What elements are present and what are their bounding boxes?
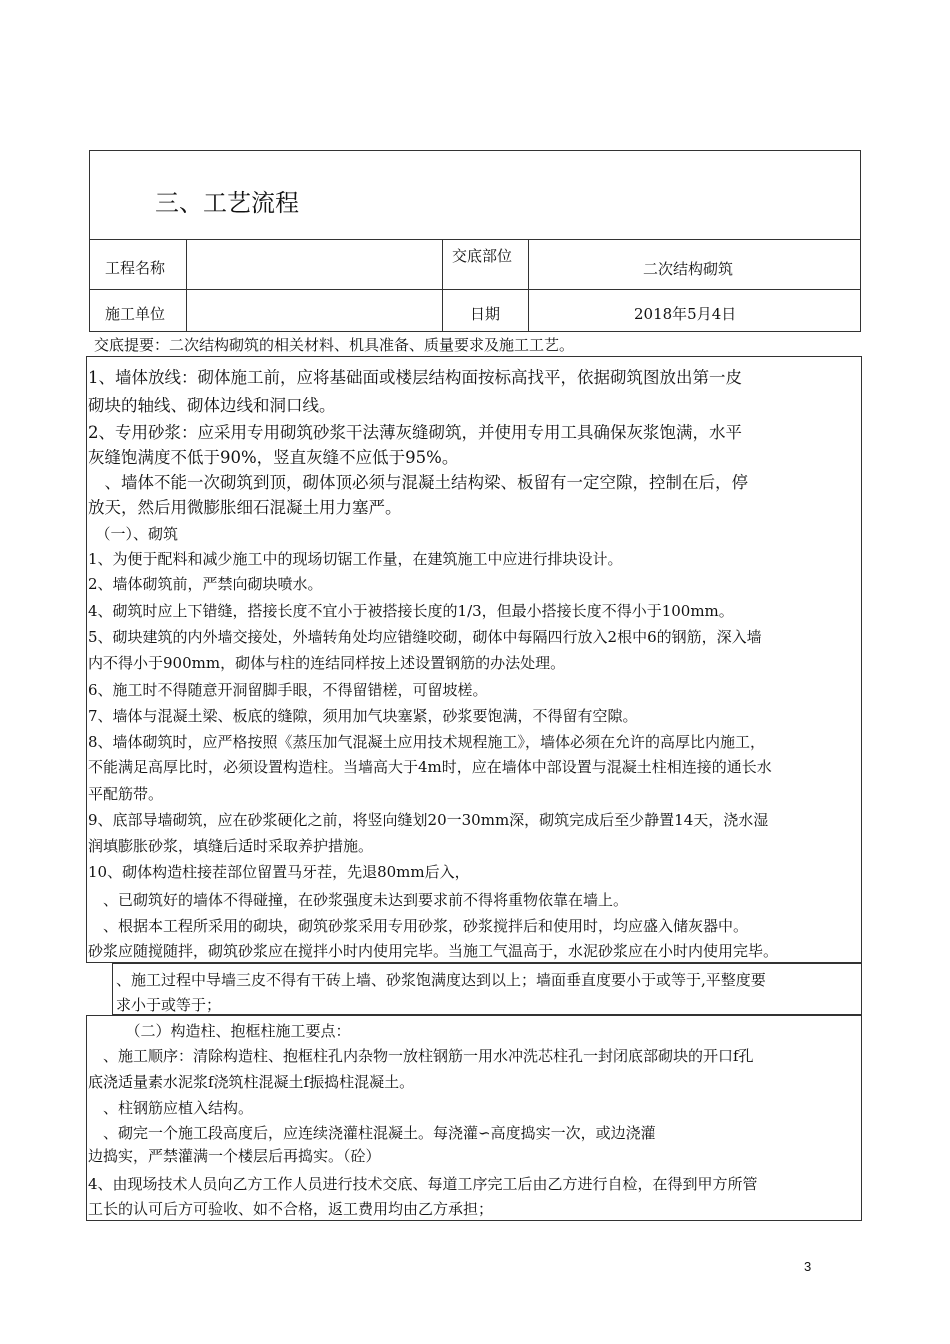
content-line: 灰缝饱满度不低于90%，竖直灰缝不应低于95%。: [88, 448, 459, 467]
content-line: 、砌完一个施工段高度后，应连续浇灌柱混凝土。每浇灌∽高度捣实一次，或边浇灌: [88, 1124, 656, 1142]
content-line: 、墙体不能一次砌筑到顶，砌体顶必须与混凝土结构梁、板留有一定空隙，控制在后，停: [88, 473, 748, 492]
content-line: 1、为便于配料和减少施工中的现场切锯工作量，在建筑施工中应进行排块设计。: [88, 550, 623, 568]
content-line: （一）、砌筑: [88, 525, 179, 543]
content-line: 底浇适量素水泥浆f浇筑柱混凝土f振捣柱混凝土。: [88, 1073, 415, 1091]
content-line: 平配筋带。: [88, 785, 164, 803]
col-divider-1: [186, 239, 187, 332]
content-line: 10、砌体构造柱接茬部位留置马牙茬，先退80mm后入，: [88, 863, 470, 881]
content-line: 砌块的轴线、砌体边线和洞口线。: [88, 396, 336, 415]
content-line: 放天，然后用微膨胀细石混凝土用力塞严。: [88, 498, 402, 517]
page-number: 3: [804, 1259, 812, 1274]
content-line: 、已砌筑好的墙体不得碰撞，在砂浆强度未达到要求前不得将重物依靠在墙上。: [88, 891, 629, 909]
content-line: 不能满足高厚比时，必须设置构造柱。当墙高大于4m时，应在墙体中部设置与混凝土柱相连接的通长水: [88, 758, 772, 776]
handover-part-value: 二次结构砌筑: [643, 260, 734, 278]
col-divider-3: [528, 239, 529, 332]
content-line: 2、专用砂浆：应采用专用砌筑砂浆干法薄灰缝砌筑，并使用专用工具确保灰浆饱满，水平: [88, 423, 742, 442]
header-divider: [89, 239, 861, 240]
content-line: 4、由现场技术人员向乙方工作人员进行技术交底、每道工序完工后由乙方进行自检，在得到甲方所管: [88, 1175, 758, 1193]
content-line: 、柱钢筋应植入结构。: [88, 1099, 254, 1117]
header-row-divider: [89, 289, 861, 290]
content-line: 工长的认可后方可验收、如不合格，返工费用均由乙方承担；: [88, 1200, 494, 1218]
col-divider-2: [442, 239, 443, 332]
content-line: 、施工顺序：清除构造柱、抱框柱孔内杂物一放柱钢筋一用水冲洗芯柱孔一封闭底部砌块的开口f孔: [88, 1047, 754, 1065]
content-line: 边捣实，严禁灌满一个楼层后再捣实。（砼）: [88, 1147, 381, 1165]
content-line: 4、砌筑时应上下错缝，搭接长度不宜小于被搭接长度的1/3，但最小搭接长度不得小于100mm。: [88, 602, 734, 620]
content-line: 砂浆应随搅随拌，砌筑砂浆应在搅拌小时内使用完毕。当施工气温高于，水泥砂浆应在小时内使用完毕。: [88, 942, 779, 960]
content-line: 1、墙体放线：砌体施工前，应将基础面或楼层结构面按标高找平，依据砌筑图放出第一皮: [88, 368, 742, 387]
content-line: 5、砌块建筑的内外墙交接处，外墙转角处均应错缝咬砌，砌体中每隔四行放入2根中6的钢筋，深入墙: [88, 628, 762, 646]
content-line: 内不得小于900mm，砌体与柱的连结同样按上述设置钢筋的办法处理。: [88, 654, 566, 672]
content-line: 求小于或等于；: [116, 996, 222, 1014]
summary-text: 交底提要：二次结构砌筑的相关材料、机具准备、质量要求及施工工艺。: [94, 336, 575, 354]
content-line: 润填膨胀砂浆，填缝后适时采取养护措施。: [88, 837, 374, 855]
content-line: 9、底部导墙砌筑，应在砂浆硬化之前，将竖向缝划20一30mm深，砌筑完成后至少静置14天，浇水湿: [88, 811, 769, 829]
project-name-label: 工程名称: [105, 259, 166, 277]
content-line: （二）构造柱、抱框柱施工要点：: [88, 1022, 351, 1040]
content-line: 6、施工时不得随意开洞留脚手眼，不得留错槎，可留坡槎。: [88, 681, 488, 699]
content-line: 、施工过程中导墙三皮不得有干砖上墙、砂浆饱满度达到以上；墙面垂直度要小于或等于,平整度要: [116, 971, 766, 989]
handover-part-label: 交底部位: [452, 247, 513, 265]
construction-unit-label: 施工单位: [105, 305, 166, 323]
content-line: 、根据本工程所采用的砌块，砌筑砂浆采用专用砂浆，砂浆搅拌后和使用时，均应盛入储灰器中。: [88, 917, 749, 935]
date-value: 2018年5月4日: [634, 305, 737, 323]
date-label: 日期: [470, 305, 501, 323]
content-line: 8、墙体砌筑时，应严格按照《蒸压加气混凝土应用技术规程施工》，墙体必须在允许的高厚比内施工，: [88, 733, 766, 751]
content-line: 2、墙体砌筑前，严禁向砌块喷水。: [88, 575, 323, 593]
page-title: 三、工艺流程: [155, 189, 299, 217]
content-line: 7、墙体与混凝土梁、板底的缝隙，须用加气块塞紧，砂浆要饱满，不得留有空隙。: [88, 707, 638, 725]
